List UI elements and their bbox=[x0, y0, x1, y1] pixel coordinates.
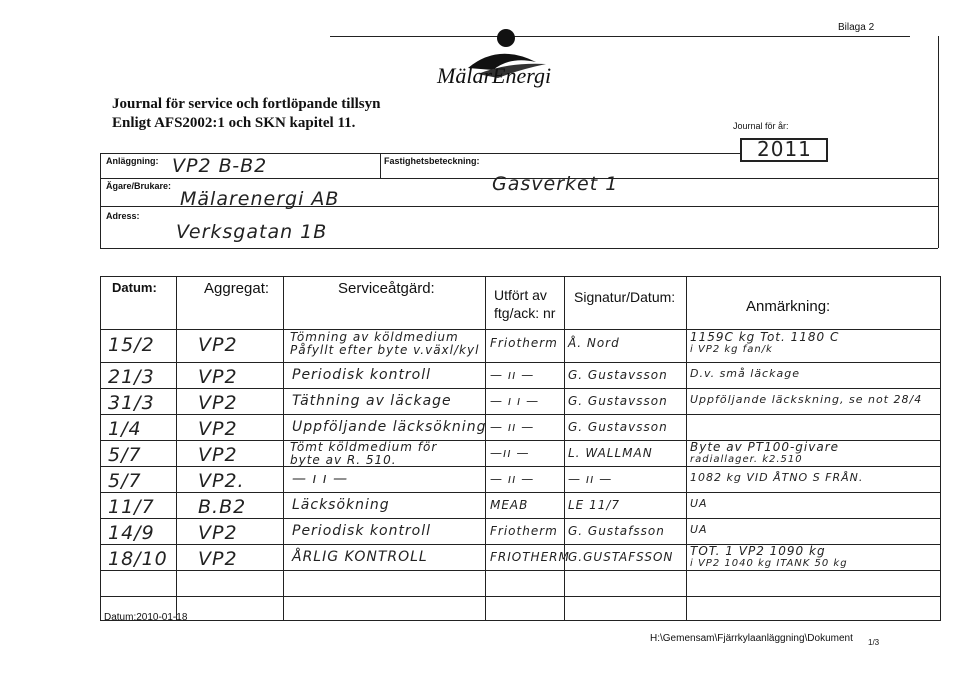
row-utfort: Friotherm bbox=[490, 336, 558, 350]
row-service: — ı ı — bbox=[292, 471, 349, 487]
row-rule bbox=[100, 518, 940, 519]
row-rule bbox=[100, 596, 940, 597]
row-service: Periodisk kontroll bbox=[292, 523, 432, 539]
row-rule bbox=[100, 492, 940, 493]
row-service: Tömning av köldmedium bbox=[290, 330, 459, 344]
footer-path: H:\Gemensam\Fjärrkylaanläggning\Dokument bbox=[650, 633, 853, 644]
row-datum: 1/4 bbox=[108, 418, 142, 440]
row-signatur: G. Gustavsson bbox=[568, 368, 668, 382]
row-aggregat: B.B2 bbox=[198, 496, 247, 518]
row-anmarkning: radiallager. k2.510 bbox=[690, 454, 803, 465]
row-rule bbox=[100, 362, 940, 363]
row-anmarkning: i VP2 1040 kg ITANK 50 kg bbox=[690, 558, 848, 569]
row-utfort: FRIOTHERM bbox=[490, 550, 570, 564]
row-anmarkning: D.v. små läckage bbox=[690, 367, 800, 380]
row-datum: 18/10 bbox=[108, 548, 168, 570]
journal-title-line2: Enligt AFS2002:1 och SKN kapitel 11. bbox=[112, 115, 356, 131]
row-anmarkning: Uppföljande läckskning, se not 28/4 bbox=[690, 393, 923, 406]
footer-page: 1/3 bbox=[868, 638, 880, 647]
row-utfort: — ı ı — bbox=[490, 394, 540, 408]
journal-title-line1: Journal för service och fortlöpande tillsyn bbox=[112, 96, 381, 112]
row-utfort: — ıı — bbox=[490, 420, 535, 434]
row-signatur: G. Gustavsson bbox=[568, 420, 668, 434]
header-anmarkning: Anmärkning: bbox=[746, 298, 831, 315]
top-rule bbox=[330, 36, 910, 37]
logo-text: MälarEnergi bbox=[437, 63, 552, 88]
row-service: byte av R. 510. bbox=[290, 453, 397, 467]
row-datum: 5/7 bbox=[108, 470, 142, 492]
row-service: Tömt köldmedium för bbox=[290, 440, 438, 454]
header-utfort-1: Utfört av bbox=[494, 287, 547, 303]
row-rule bbox=[100, 570, 940, 571]
row-aggregat: VP2 bbox=[198, 522, 238, 544]
row-signatur: LE 11/7 bbox=[568, 498, 621, 512]
header-aggregat: Aggregat: bbox=[204, 280, 270, 297]
row-rule bbox=[100, 388, 940, 389]
table-right-rule bbox=[940, 276, 941, 621]
row-aggregat: VP2 bbox=[198, 334, 238, 356]
table-bottom-rule bbox=[100, 620, 940, 621]
info-rule-3 bbox=[100, 248, 938, 249]
info-top-rule bbox=[100, 153, 740, 154]
anlaggning-label: Anläggning: bbox=[106, 156, 159, 166]
row-service: Påfyllt efter byte v.växl/kyl bbox=[290, 343, 480, 357]
row-datum: 31/3 bbox=[108, 392, 155, 414]
info-right-rule bbox=[938, 36, 939, 248]
row-service: Täthning av läckage bbox=[292, 393, 452, 409]
row-utfort: — ıı — bbox=[490, 368, 535, 382]
row-anmarkning: UA bbox=[690, 497, 708, 510]
row-anmarkning: i VP2 kg fan/k bbox=[690, 344, 773, 355]
adress-label: Adress: bbox=[106, 211, 140, 221]
row-aggregat: VP2 bbox=[198, 418, 238, 440]
header-datum: Datum: bbox=[112, 280, 157, 295]
header-service: Serviceåtgärd: bbox=[338, 280, 435, 297]
anlaggning-value: VP2 B-B2 bbox=[172, 155, 268, 177]
row-datum: 5/7 bbox=[108, 444, 142, 466]
row-signatur: Å. Nord bbox=[568, 336, 620, 350]
agare-value: Mälarenergi AB bbox=[180, 188, 340, 210]
bilaga-label: Bilaga 2 bbox=[838, 22, 875, 33]
row-aggregat: VP2 bbox=[198, 548, 238, 570]
row-datum: 21/3 bbox=[108, 366, 155, 388]
row-service: Uppföljande läcksökning bbox=[292, 419, 487, 435]
row-signatur: L. WALLMAN bbox=[568, 446, 653, 460]
row-datum: 15/2 bbox=[108, 334, 155, 356]
row-signatur: — ıı — bbox=[568, 472, 613, 486]
row-signatur: G. Gustafsson bbox=[568, 524, 665, 538]
journal-year-value: 2011 bbox=[757, 137, 812, 161]
fastighet-value: Gasverket 1 bbox=[492, 173, 619, 195]
row-anmarkning: 1082 kg VID ÅTNO S FRÅN. bbox=[690, 471, 864, 484]
row-utfort: — ıı — bbox=[490, 472, 535, 486]
row-signatur: G.GUSTAFSSON bbox=[568, 550, 674, 564]
row-anmarkning: TOT. 1 VP2 1090 kg bbox=[690, 544, 826, 558]
row-utfort: Friotherm bbox=[490, 524, 558, 538]
row-anmarkning: Byte av PT100-givare bbox=[690, 440, 840, 454]
fastighet-label: Fastighetsbeteckning: bbox=[384, 156, 480, 166]
row-rule bbox=[100, 466, 940, 467]
row-signatur: G. Gustavsson bbox=[568, 394, 668, 408]
agare-label: Ägare/Brukare: bbox=[106, 181, 172, 191]
row-service: Periodisk kontroll bbox=[292, 367, 432, 383]
row-utfort: MEAB bbox=[490, 498, 529, 512]
table-top-rule bbox=[100, 276, 940, 277]
row-anmarkning: 1159C kg Tot. 1180 C bbox=[690, 330, 840, 344]
row-rule bbox=[100, 414, 940, 415]
row-utfort: —ıı — bbox=[490, 446, 530, 460]
row-aggregat: VP2. bbox=[198, 470, 245, 492]
row-service: ÅRLIG KONTROLL bbox=[292, 549, 428, 565]
adress-value: Verksgatan 1B bbox=[176, 221, 328, 243]
info-left-rule bbox=[100, 153, 101, 248]
row-aggregat: VP2 bbox=[198, 366, 238, 388]
row-service: Läcksökning bbox=[292, 497, 390, 513]
info-divider bbox=[380, 153, 381, 179]
row-datum: 14/9 bbox=[108, 522, 155, 544]
row-aggregat: VP2 bbox=[198, 444, 238, 466]
header-utfort-2: ftg/ack: nr bbox=[494, 305, 556, 321]
row-anmarkning: UA bbox=[690, 523, 708, 536]
header-signatur: Signatur/Datum: bbox=[574, 289, 676, 305]
row-aggregat: VP2 bbox=[198, 392, 238, 414]
footer-datum: Datum:2010-01-18 bbox=[104, 612, 188, 623]
journal-year-label: Journal för år: bbox=[733, 121, 789, 131]
row-datum: 11/7 bbox=[108, 496, 155, 518]
